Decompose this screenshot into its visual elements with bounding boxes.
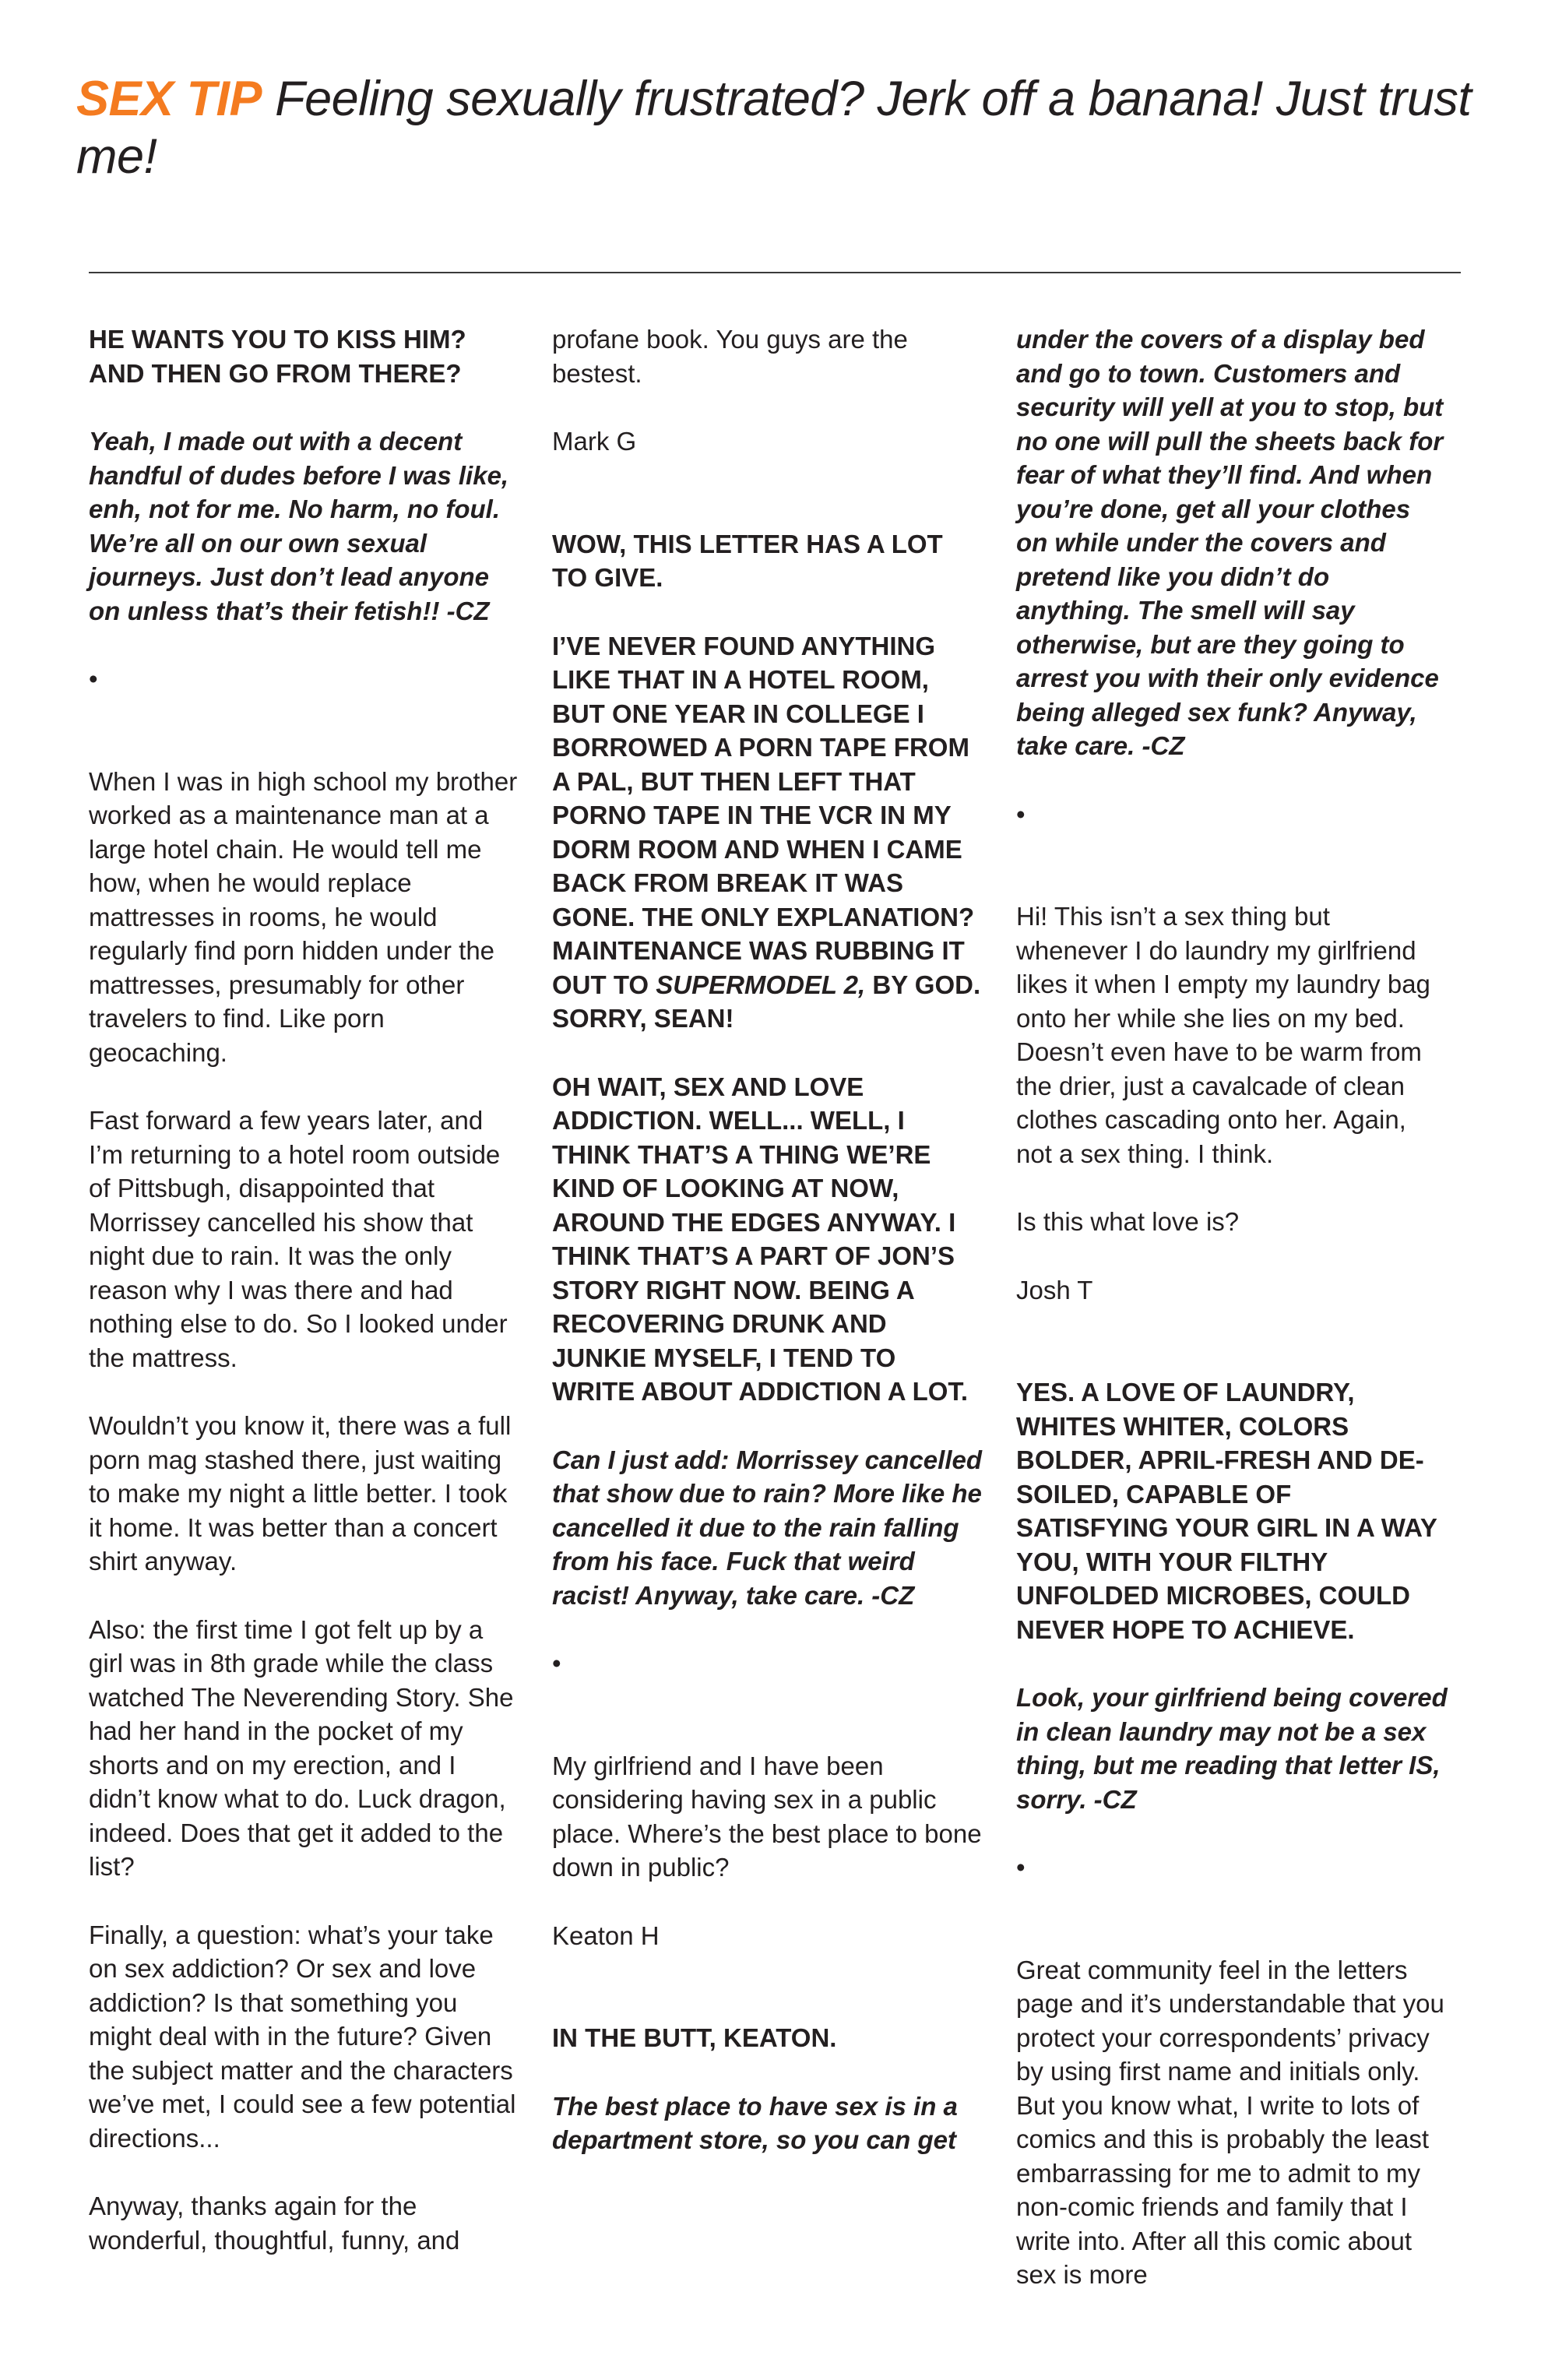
answer-text: I’VE NEVER FOUND ANYTHING LIKE THAT IN A HOTEL ROOM, BUT ONE YEAR IN COLLEGE I BORROWED A PORN TAPE FROM A PAL, BUT THEN LEFT THAT PORNO TAPE IN THE VCR IN MY DORM ROOM AND WHEN I CAME BACK FROM BREAK IT WAS GONE. THE ONLY EXPLANATION? MAINTENANCE WAS RUBBING IT OUT TO [552, 631, 975, 999]
answer-text: BY GOD. SORRY, SEAN! [552, 970, 981, 1033]
editor-reply: under the covers of a display bed and go to town. Customers and security will yell at you to stop, but no one will pull the sheets back for fear of what they’ll find. And when you’re done, get all your clothes on while under the covers and pretend like you didn’t do anything. The smell will say otherwise, but are they going to arrest you with their only evidence being alleged sex funk? Anyway, take care. -CZ [1016, 325, 1444, 760]
letter-separator: • [1016, 1853, 1026, 1882]
answer-heading: WOW, THIS LETTER HAS A LOT TO GIVE. [552, 529, 943, 592]
letter-paragraph: Anyway, thanks again for the wonderful, thoughtful, funny, and [89, 2192, 460, 2255]
answer-paragraph [552, 629, 984, 1036]
letter-paragraph: My girlfriend and I have been considering having sex in a public place. Where’s the best place to bone down in public? [552, 1751, 982, 1882]
editor-reply: Yeah, I made out with a decent handful of dudes before I was like, enh, not for me. No harm, no foul. We’re all on our own sexual journeys. Just don’t lead anyone on unless that’s their fetish!! -CZ [89, 427, 509, 625]
letter-separator: • [552, 1649, 561, 1678]
sex-tip-label: SEX TIP [76, 72, 262, 126]
letter-signature: Josh T [1016, 1275, 1093, 1304]
letter-paragraph: Also: the first time I got felt up by a girl was in 8th grade while the class watched The Neverending Story. She had her hand in the pocket of my shorts and on my erection, and I didn’t know what to do. Luck dragon, indeed. Does that get it added to the list? [89, 1614, 514, 1881]
letter-paragraph: Great community feel in the letters page and it’s understandable that you protect your correspondents’ privacy by using first name and initials only. But you know what, I write to lots of comics and this is probably the least embarrassing for me to admit to my non-comic friends and family that I write into. After all this comic about sex is more [1016, 1955, 1444, 2289]
sex-tip-text: Feeling sexually frustrated? Jerk off a banana! Just trust me! [76, 72, 1472, 184]
letter-signature: Mark G [552, 427, 637, 456]
letter-signature: Keaton H [552, 1921, 660, 1950]
editor-reply: Can I just add: Morrissey cancelled that show due to rain? More like he cancelled it due to the rain falling from his face. Fuck that weird racist! Anyway, take care. -CZ [552, 1445, 983, 1610]
letter-separator: • [1016, 799, 1026, 829]
letters-column-2 [552, 322, 984, 2254]
editor-reply: The best place to have sex is in a department store, so you can get [552, 2091, 958, 2154]
answer-paragraph: YES. A LOVE OF LAUNDRY, WHITES WHITER, COLORS BOLDER, APRIL-FRESH AND DE-SOILED, CAPABLE OF SATISFYING YOUR GIRL IN A WAY YOU, WITH YOUR FILTHY UNFOLDED MICROBES, COULD NEVER HOPE TO ACHIEVE. [1016, 1378, 1437, 1644]
answer-paragraph: OH WAIT, SEX AND LOVE ADDICTION. WELL... WELL, I THINK THAT’S A THING WE’RE KIND OF LOOKING AT NOW, AROUND THE EDGES ANYWAY. I THINK THAT’S A PART OF JON’S STORY RIGHT NOW. BEING A RECOVERING DRUNK AND JUNKIE MYSELF, I TEND TO WRITE ABOUT ADDICTION A LOT. [552, 1072, 969, 1406]
letter-paragraph: When I was in high school my brother worked as a maintenance man at a large hotel chain. He would tell me how, when he would replace mattresses in rooms, he would regularly find porn hidden under the mattresses, presumably for other travelers to find. Like porn geocaching. [89, 766, 518, 1067]
letter-paragraph: profane book. You guys are the bestest. [552, 325, 908, 388]
letters-column-1 [89, 322, 521, 2254]
editor-reply: Look, your girlfriend being covered in clean laundry may not be a sex thing, but me reading that letter IS, sorry. -CZ [1016, 1683, 1448, 1814]
movie-title: SUPERMODEL 2, [656, 970, 866, 999]
sex-tip-header [76, 70, 1478, 185]
answer-heading: HE WANTS YOU TO KISS HIM? AND THEN GO FROM THERE? [89, 325, 466, 388]
letter-paragraph: Hi! This isn’t a sex thing but whenever I do laundry my girlfriend likes it when I empty my laundry bag onto her while she lies on my bed. Doesn’t even have to be warm from the drier, just a cavalcade of clean clothes cascading onto her. Again, not a sex thing. I think. [1016, 902, 1430, 1168]
letter-separator: • [89, 664, 98, 693]
letter-paragraph: Fast forward a few years later, and I’m returning to a hotel room outside of Pittsbugh, disappointed that Morrissey cancelled his show that night due to rain. It was the only reason why I was there and had nothing else to do. So I looked under the mattress. [89, 1106, 508, 1372]
answer-heading: IN THE BUTT, KEATON. [552, 2023, 837, 2052]
letter-paragraph: Finally, a question: what’s your take on sex addiction? Or sex and love addiction? Is that something you might deal with in the future? Given the subject matter and the characters we’ve met, I could see a few potential directions... [89, 1920, 516, 2153]
header-divider [89, 272, 1461, 273]
letter-paragraph: Is this what love is? [1016, 1207, 1240, 1236]
letters-column-3 [1016, 322, 1448, 2289]
letter-paragraph: Wouldn’t you know it, there was a full porn mag stashed there, just waiting to make my night a little better. I took it home. It was better than a concert shirt anyway. [89, 1411, 512, 1576]
